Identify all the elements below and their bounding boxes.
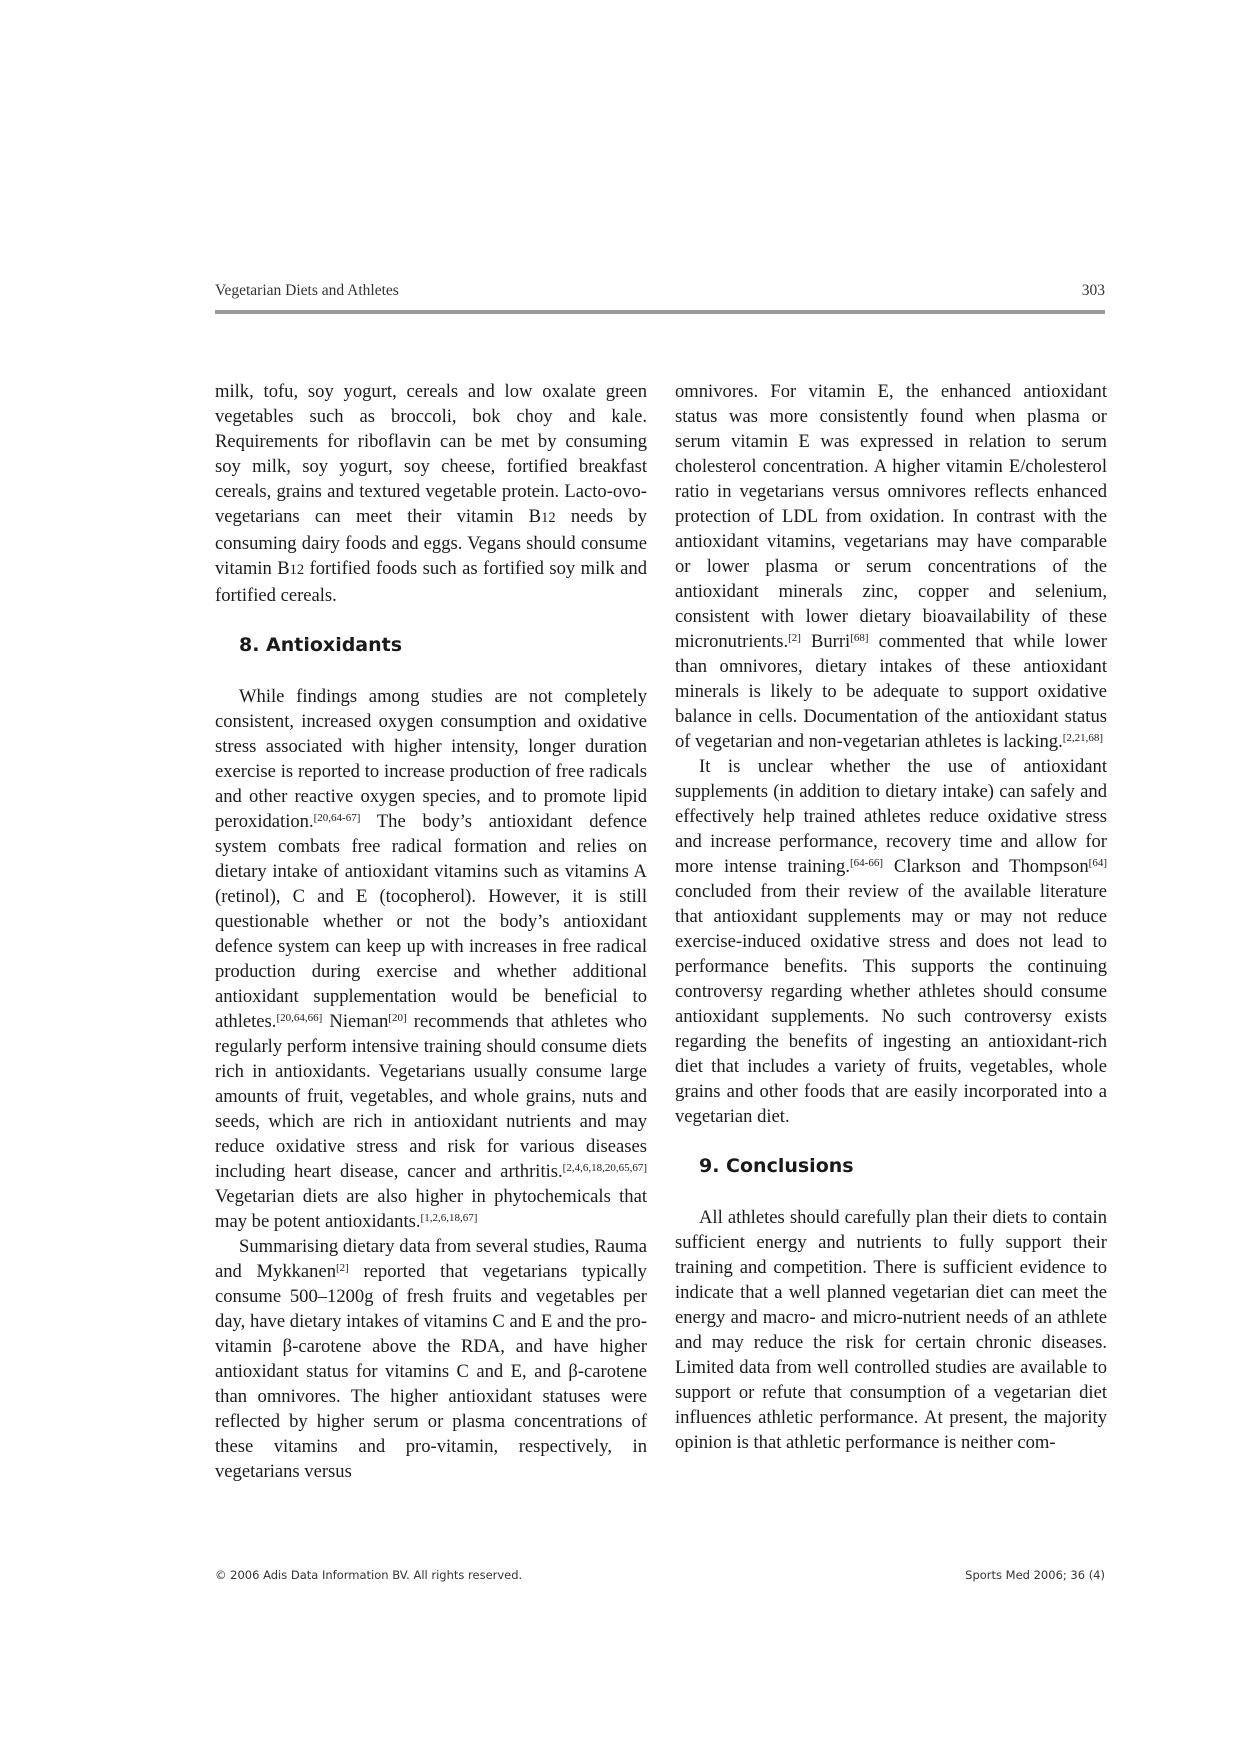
citation-ref: [20,64-67] — [313, 812, 361, 824]
text-segment: recommends that athletes who regularly perform intensive training should consume diets rich in antioxidants. Vegetarians usually consume large amounts of fruit, vegetables, and whole grains, nuts and seeds, which are rich in antioxidant nutrients and may reduce oxidative stress and risk for various diseases including heart disease, cancer and arthritis. — [215, 1011, 647, 1182]
text-segment: Summarising dietary data from several studies, Rauma and Mykkanen — [215, 1236, 647, 1282]
subscript-12: 12 — [289, 562, 305, 578]
text-segment: While findings among studies are not completely consistent, increased oxygen consumption and oxidative stress associated with higher intensity, longer duration exercise is reported to increase production of free radicals and other reactive oxygen species, and to promote lipid peroxidation. — [215, 686, 647, 832]
citation-ref: [20,64,66] — [276, 1012, 323, 1024]
citation-ref: [2] — [788, 632, 801, 644]
text-segment: commented that while lower than omnivores, dietary intakes of these antioxidant minerals is likely to be adequate to support oxidative balance in cells. Documentation of the antioxidant status of vegetarian and non-vegetarian athletes is lacking. — [675, 631, 1107, 752]
text-segment: The body’s antioxidant defence system combats free radical formation and relies on dietary intake of antioxidant vitamins such as vitamins A (retinol), C and E (tocopherol). However, it is still questionable whether or not the body’s antioxidant defence system can keep up with increases in free radical production during exercise and whether additional antioxidant supplementation would be beneficial to athletes. — [215, 811, 647, 1032]
citation-ref: [2] — [336, 1262, 349, 1274]
text-segment: concluded from their review of the available literature that antioxidant supplements may or may not reduce exercise-induced oxidative stress and does not lead to performance benefits. This supports the continuing controversy regarding whether athletes should consume antioxidant supplements. No such controversy exists regarding the benefits of ingesting an antioxidant-rich diet that includes a variety of fruits, vegetables, whole grains and other foods that are easily incorporated into a vegetarian diet. — [675, 881, 1107, 1127]
citation-ref: [68] — [850, 632, 869, 644]
page-footer — [215, 1568, 1105, 1588]
citation-ref: [1,2,6,18,67] — [420, 1212, 478, 1224]
header-rule — [215, 310, 1105, 314]
paragraph-antioxidants-2 — [215, 1234, 647, 1484]
paragraph-continued: milk, tofu, soy yogurt, cereals and low oxalate green vegetables such as broccoli, bok choy and kale. Requirements for riboflavin can be met by consuming soy milk, soy yogurt, soy cheese, fortified breakfast cereals, grains and textured vegetable protein. Lacto-ovo-vegetarians can meet their vitamin B12 needs by consuming dairy foods and eggs. Vegans should consume vitamin B12 fortified foods such as fortified soy milk and fortified cereals. — [215, 381, 647, 606]
paragraph-antioxidants-1 — [215, 684, 647, 1234]
paragraph-antioxidants-3 — [675, 379, 1107, 754]
citation-ref: [64] — [1088, 857, 1107, 869]
text-segment: Vegetarian diets are also higher in phytochemicals that may be potent antioxidants. — [215, 1186, 647, 1232]
subscript-12: 12 — [541, 510, 556, 526]
text-segment: Clarkson and Thompson — [883, 856, 1089, 877]
text-segment: Nieman — [322, 1011, 389, 1032]
copyright-notice: © 2006 Adis Data Information BV. All rights reserved. — [215, 1568, 523, 1582]
paragraph-antioxidants-4 — [675, 754, 1107, 1129]
right-column — [675, 379, 1107, 1455]
journal-citation: Sports Med 2006; 36 (4) — [965, 1568, 1105, 1582]
citation-ref: [20] — [388, 1012, 407, 1024]
running-head — [215, 282, 1105, 306]
text-segment: Burri — [800, 631, 851, 652]
page-number: 303 — [1081, 282, 1105, 299]
citation-ref: [64-66] — [850, 857, 883, 869]
citation-ref: [2,4,6,18,20,65,67] — [562, 1162, 647, 1174]
paragraph-conclusions: All athletes should carefully plan their diets to contain sufficient energy and nutrients to fully support their training and competition. There is sufficient evidence to indicate that a well planned vegetarian diet can meet the energy and macro- and micro-nutrient needs of an athlete and may reduce the risk for certain chronic diseases. Limited data from well controlled studies are available to support or refute that consumption of a vegetarian diet influences athletic performance. At present, the majority opinion is that athletic performance is neither com- — [675, 1207, 1107, 1453]
section-heading-conclusions: 9. Conclusions — [699, 1155, 854, 1177]
running-title: Vegetarian Diets and Athletes — [215, 282, 399, 299]
text-segment: omnivores. For vitamin E, the enhanced antioxidant status was more consistently found when plasma or serum vitamin E was expressed in relation to serum cholesterol concentration. A higher vitamin E/cholesterol ratio in vegetarians versus omnivores reflects enhanced protection of LDL from oxidation. In contrast with the antioxidant vitamins, vegetarians may have comparable or lower plasma or serum concentrations of the antioxidant minerals zinc, copper and selenium, consistent with lower dietary bioavailability of these micronutrients. — [675, 381, 1107, 652]
section-heading-antioxidants: 8. Antioxidants — [239, 634, 403, 656]
citation-ref: [2,21,68] — [1062, 732, 1104, 744]
text-segment: reported that vegetarians typically consume 500–1200g of fresh fruits and vegetables per day, have dietary intakes of vitamins C and E and the pro-vitamin β-carotene above the RDA, and have higher antioxidant status for vitamins C and E, and β-carotene than omnivores. The higher antioxidant statuses were reflected by higher serum or plasma concentrations of these vitamins and pro-vitamin, respectively, in vegetarians versus — [215, 1261, 647, 1482]
text-segment: It is unclear whether the use of antioxidant supplements (in addition to dietary intake) can safely and effectively help trained athletes reduce oxidative stress and increase performance, recovery time and allow for more intense training. — [675, 756, 1107, 877]
left-column — [215, 379, 647, 1484]
